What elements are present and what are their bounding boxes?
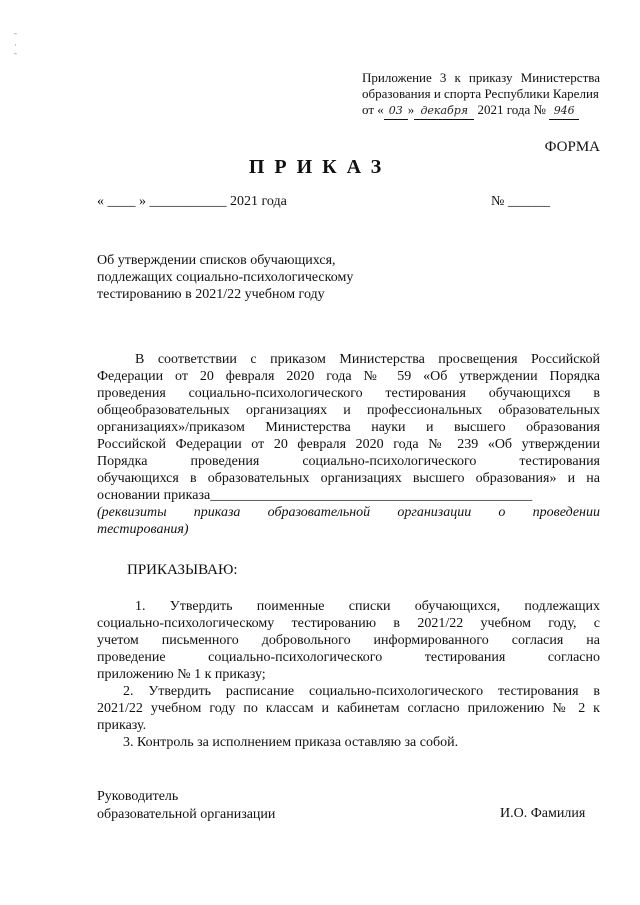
item-3-line: 3. Контроль за исполнением приказа оставляю за собой. bbox=[123, 735, 459, 750]
order-items bbox=[97, 598, 600, 751]
appendix-year: 2021 года № bbox=[477, 102, 546, 117]
item-1-line: проведение социально-психологического тестирования согласно bbox=[97, 650, 600, 665]
appendix-block bbox=[362, 70, 600, 120]
order-subject bbox=[97, 252, 353, 303]
subject-line-2: подлежащих социально-психологическому bbox=[97, 270, 354, 285]
preamble-line: Российской Федерации от 20 февраля 2020 года № 239 «Об утверждении bbox=[97, 437, 600, 452]
page-title: ПРИКАЗ bbox=[248, 156, 392, 178]
signature-name: И.О. Фамилия bbox=[500, 806, 586, 821]
appendix-line-1: Приложение 3 к приказу Министерства bbox=[362, 70, 600, 85]
item-2-line: приказу. bbox=[97, 718, 147, 733]
form-label: ФОРМА bbox=[544, 139, 600, 155]
preamble-paragraph bbox=[97, 351, 600, 538]
item-1-line: 1. Утвердить поименные списки обучающихся, подлежащих bbox=[135, 599, 600, 614]
signature-role-line-2: образовательной организации bbox=[97, 807, 276, 822]
signature-role-line-1: Руководитель bbox=[97, 789, 179, 804]
order-number-line: № ______ bbox=[491, 194, 550, 209]
preamble-line: основании приказа______________________________________________ bbox=[97, 488, 533, 503]
appendix-day-handwritten: 03 bbox=[384, 103, 408, 120]
appendix-date-quote: » bbox=[407, 102, 415, 117]
order-word: ПРИКАЗЫВАЮ: bbox=[127, 562, 238, 578]
preamble-line: Федерации от 20 февраля 2020 года № 59 «Об утверждении Порядка bbox=[97, 369, 600, 384]
preamble-line: общеобразовательных организациях и профессиональных образовательных bbox=[97, 403, 600, 418]
signature-role bbox=[97, 788, 275, 824]
item-2-line: 2. Утвердить расписание социально-психологического тестирования в bbox=[123, 684, 600, 699]
appendix-date-prefix: от « bbox=[362, 102, 384, 117]
scan-mark: - bbox=[14, 48, 17, 58]
item-2-line: 2021/22 учебном году по классам и кабинетам согласно приложению № 2 к bbox=[97, 701, 600, 716]
item-1-line: учетом письменного добровольного информированного согласия на bbox=[97, 633, 600, 648]
subject-line-1: Об утверждении списков обучающихся, bbox=[97, 253, 336, 268]
subject-line-3: тестированию в 2021/22 учебном году bbox=[97, 287, 325, 302]
order-date-line: « ____ » ___________ 2021 года bbox=[97, 194, 287, 209]
item-1-line: приложению № 1 к приказу; bbox=[97, 667, 266, 682]
preamble-line: проведения социально-психологического тестирования обучающихся в bbox=[97, 386, 600, 401]
appendix-number-handwritten: 946 bbox=[549, 103, 579, 120]
preamble-line: организациях»/приказом Министерства науки и высшего образования bbox=[97, 420, 600, 435]
preamble-line: В соответствии с приказом Министерства просвещения Российской bbox=[135, 352, 600, 367]
scan-mark: - bbox=[14, 28, 17, 38]
scan-mark: · bbox=[14, 40, 17, 50]
appendix-month-handwritten: декабря bbox=[414, 103, 474, 120]
item-1-line: социально-психологическому тестированию в 2021/22 учебном году, с bbox=[97, 616, 600, 631]
requisites-hint: тестирования) bbox=[97, 522, 189, 537]
preamble-line: Порядка проведения социально-психологического тестирования bbox=[97, 454, 600, 469]
requisites-hint: (реквизиты приказа образовательной организации о проведении bbox=[97, 505, 600, 520]
appendix-line-2: образования и спорта Республики Карелия bbox=[362, 86, 599, 101]
preamble-line: обучающихся в образовательных организациях высшего образования» и на bbox=[97, 471, 600, 486]
appendix-line-3 bbox=[362, 102, 600, 120]
